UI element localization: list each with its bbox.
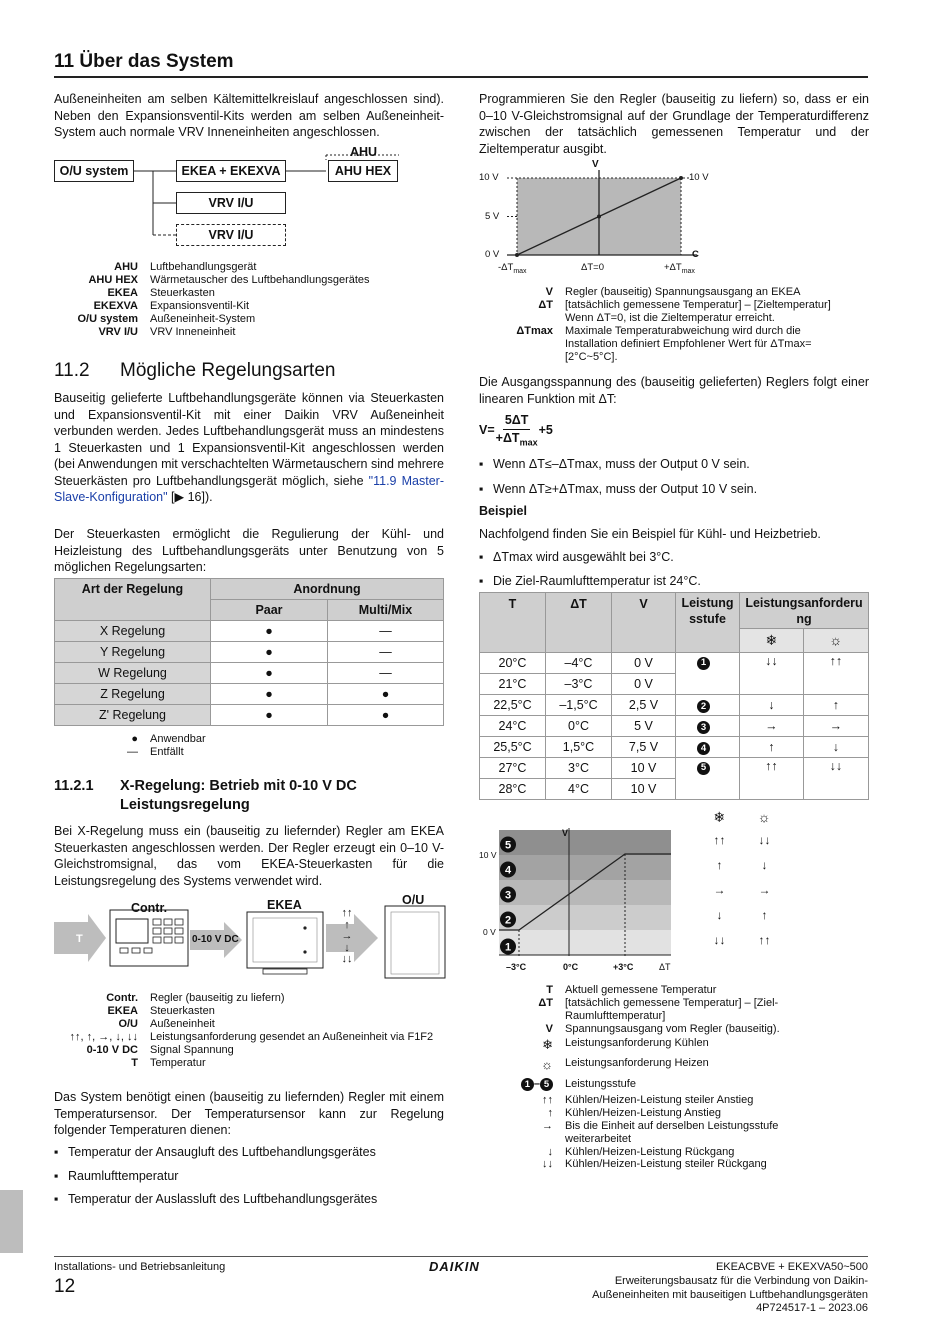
chart-y-tick-10: 10 V [479,172,499,183]
voltage-chart-svg [479,158,719,278]
sun-icon: ☼ [541,1057,553,1073]
vrv-iu-box: VRV I/U [176,192,286,214]
sensor-paragraph: Das System benötigt einen (bauseitig zu liefernden) Regler mit einem Temperatursensor. Der Temperatursensor kann zur Regelung folgender Temperaturen dienen: [54,1090,444,1137]
table-row: 21°C –3°C 0 V [480,674,869,695]
stage-x-tick-max: +3°C [613,962,634,972]
list-item: ▪ Wenn ΔT≥+ΔTmax, muss der Output 10 V sein. [479,481,758,496]
stage-chart-svg [479,806,689,976]
footer-doc-title: Installations- und Betriebsanleitung [54,1261,226,1273]
table-row: 22,5°C –1,5°C 2,5 V 2 ↓ ↑ [480,695,869,716]
section-11-2-1-paragraph: Bei X-Regelung muss ein (bauseitig zu liefernder) Regler am EKEA Steuerkasten angeschlossen werden. Der Regler erzeugt ein 0–10 V-Gleichstromsignal, das vom EKEA-Steuerkasten für die Leistungsregelung des Systems verwendet wird. [54,824,444,888]
list-item: ▪ Raumlufttemperatur [54,1168,179,1183]
stage-marker-label: 5 [504,839,512,852]
stage-step-badge: 4 [697,742,710,755]
ekea-label: EKEA [267,898,302,912]
voltage-chart [479,158,719,278]
ekea-ekexva-box: EKEA + EKEXVA [176,160,286,182]
signal-label: 0-10 V DC [192,934,239,945]
stage-step-badge: 2 [697,700,710,713]
stage-arrow-row: ↑↑ ↓↓ [713,833,771,847]
vrv-iu-box-dashed: VRV I/U [176,224,286,246]
table-row: 28°C 4°C 10 V [480,779,869,800]
list-item: ▪ Temperatur der Auslassluft des Luftbehandlungsgerätes [54,1192,378,1206]
system-legend: AHU Luftbehandlungsgerät AHU HEX Wärmetauscher des Luftbehandlungsgerätes EKEA Steuerkasten EKEXVA Expansionsventil-Kit O/U system Außeneinheit-System VRV I/U VRV Inneneinheit [77,261,370,338]
stage-step-badge: 1 [697,657,710,670]
section-11-2-paragraph: Bauseitig gelieferte Luftbehandlungsgeräte können via Steuerkasten und Expansionsventil-Kit mit einer Daikin VRV Außeneinheit verbunden werden. Jedes Luftbehandlungsgerät muss an mindestens 1 Steuerkasten und 1 Expansionsventil-Kit angeschlossen werden (bei Anwendungen mit verschachtelten Wärmetauschern sind mehrere Steuerkästen pro Luftbehandlungsgerät möglich, siehe "11.9 Master-Slave-Konfiguration" [▶ 16]). [54,391,444,504]
stage-band-3 [499,880,671,905]
snowflake-icon: ❄ [740,629,804,653]
table-row: 25,5°C 1,5°C 7,5 V 4 ↑ ↓ [480,737,869,758]
controller-diagram [54,892,448,980]
stage-legend: T Aktuell gemessene Temperatur ΔT [tatsächlich gemessene Temperatur] – [Ziel-Raumlufttemperatur] V Spannungsausgang vom Regler (bauseitig). ❄ Leistungsanforderung Kühlen ☼ Leistungsanforderung Heizen 1 – 5 Leistungsstufe ↑↑ Kühlen/Heizen-Leistung steiler Anstieg ↑ Kühlen/Heizen-Leistung Anstieg → Bis die Einheit auf derselben Leistungsstufe weiterarbeitet ↓ Kühlen/Heizen-Leistung Rückgang ↓↓ Kühlen/Heizen-Leistung steiler Rückgang [479,984,869,1171]
stage-step-badge: 5 [697,762,710,775]
list-item: ▪ Die Ziel-Raumlufttemperatur ist 24°C. [479,573,701,588]
system-diagram [54,144,444,256]
beispiel-heading: Beispiel [479,504,527,518]
controller-legend: Contr. Regler (bauseitig zu liefern) EKEA Steuerkasten O/U Außeneinheit ↑↑, ↑, →, ↓, ↓↓ Leistungsanforderung gesendet an Außeneinheit via F1F2 0-10 V DC Signal Spannung T Temperatur [69,992,434,1069]
table-row: Y Regelung ● — [55,642,444,663]
chart-point-0 [515,253,519,257]
stage-x-axis-label: ΔT [659,962,671,972]
output-bullet-list [479,456,869,497]
page-number: 12 [54,1276,76,1297]
beispiel-paragraph: Nachfolgend finden Sie ein Beispiel für Kühl- und Heizbetrieb. [479,527,821,541]
table-row: 27°C 3°C 10 V 5 ↑↑ ↓↓ [480,758,869,779]
stage-band-1 [499,930,671,955]
stage-marker-label: 2 [504,914,512,927]
stage-y-tick-10: 10 V [479,850,497,860]
stage-y-label: V [562,828,569,838]
table-row: X Regelung ● — [55,621,444,642]
table-row: Z' Regelung ● ● [55,705,444,726]
contr-label: Contr. [131,901,168,915]
stage-arrow-row: ↑ ↓ [716,858,768,872]
section-11-2-heading: 11.2 Mögliche Regelungsarten [54,360,336,381]
stage-header-icons [697,808,787,826]
table-legend: ● Anwendbar — Entfällt [127,733,206,758]
sun-icon: ☼ [757,809,771,825]
footer-rule [54,1256,868,1257]
steps-icon: 1 – 5 [479,1078,565,1091]
table-row: 20°C –4°C 0 V 1 ↓↓ ↑↑ [480,653,869,674]
t-label: T [76,933,83,945]
stage-arrows [697,833,787,958]
ou-system-box: O/U system [54,160,134,182]
table-row: 24°C 0°C 5 V 3 → → [480,716,869,737]
list-item: ▪ Wenn ΔT≤–ΔTmax, muss der Output 0 V sein. [479,457,750,471]
list-item: ▪ Temperatur der Ansaugluft des Luftbehandlungsgerätes [54,1145,376,1159]
ahu-label: AHU [350,145,378,159]
table-row: Z Regelung ● ● [55,684,444,705]
chart-x-tick-min: $-\Delta T_{max}$ [498,262,527,275]
intro-paragraph: Außeneinheiten am selben Kältemittelkreislauf angeschlossen sind). Neben den Expansionsventil-Kits werden am selben Außeneinheit-System auch normale VRV Inneneinheiten angeschlossen. [54,92,444,139]
section-11-2-1-heading: 11.2.1 X-Regelung: Betrieb mit 0-10 V DC Leistungsregelung [54,778,357,813]
stage-arrow-row: → → [713,883,771,897]
stage-x-tick-min: –3°C [506,962,527,972]
chart-point-2 [679,176,683,180]
program-paragraph: Programmieren Sie den Regler (bauseitig zu liefern) so, dass er ein 0–10 V-Gleichstromsignal auf der Grundlage der Temperaturdifferenz zwischen der tatsächlich gemessenen Temperatur und der Zieltemperatur ausgibt. [479,92,869,156]
chart-y-axis-label: V [592,159,599,170]
table-row: W Regelung ● — [55,663,444,684]
beispiel-bullet-list [479,549,869,589]
master-slave-link[interactable]: "11.9 Master-Slave-Konfiguration" [54,473,444,504]
example-table: T ΔT V Leistung sstufe Leistungsanforderu ng ❄ ☼ 20°C –4°C 0 V 1 ↓↓ ↑↑ 21°C –3°C 0 V 22,5°C –1,5°C 2,5 V 2 ↓ ↑ 24°C 0°C 5 V 3 → → 25,5°C 1,5°C 7,5 V 4 ↑ ↓ 27°C 3°C 10 V 5 ↑↑ ↓↓ 28°C 4°C 10 V [479,592,869,800]
stage-arrow-row: ↓↓ ↑↑ [713,933,771,947]
chapter-rule [54,76,868,78]
snowflake-icon: ❄ [542,1036,553,1052]
stage-y-tick-0: 0 V [483,927,496,937]
ahu-hex-box: AHU HEX [328,160,398,182]
stage-band-5 [499,830,671,855]
controller-diagram-graphics [54,892,448,980]
ou-label: O/U [402,893,425,907]
sensor-bullet-list [54,1144,444,1208]
stage-marker-label: 1 [504,941,512,954]
stage-arrow-row: ↓ ↑ [716,908,768,922]
chart-x-tick-max: $+\Delta T_{max}$ [664,262,695,275]
linear-function-paragraph: Die Ausgangsspannung des (bauseitig gelieferten) Reglers folgt einer linearen Funktion mit ΔT: [479,375,869,406]
formula: V= 5ΔT $+\Delta T_{max}$ +5 [479,413,553,447]
chart-x-axis-label: C [692,249,699,260]
snowflake-icon: ❄ [713,809,726,825]
daikin-logo: DAIKIN [429,1259,480,1274]
list-item: ▪ ΔTmax wird ausgewählt bei 3°C. [479,550,674,564]
demand-arrows: ↑↑ ↑ → ↓ ↓↓ [341,907,353,966]
stage-step-badge: 3 [697,721,710,734]
control-types-table: Art der Regelung Anordnung Paar Multi/Mix X Regelung ● — Y Regelung ● — W Regelung ● — Z Regelung ● ● Z' Regelung ● ● [54,578,444,726]
chart-right-label: 10 V [689,172,709,183]
chart-y-tick-5: 5 V [485,211,500,222]
section-11-2-paragraph-2: Der Steuerkasten ermöglicht die Regulierung der Kühl- und Heizleistung des Luftbehandlungsgeräts unter Benutzung von 5 möglichen Regelungsarten: [54,527,444,574]
chart-y-tick-0: 0 V [485,249,500,260]
chart-legend: V Regler (bauseitig) Spannungsausgang an EKEA ΔT [tatsächlich gemessene Temperatur] – [Zieltemperatur] Wenn ΔT=0, ist die Zieltemperatur erreicht. ΔTmax Maximale Temperaturabweichung wird durch die Installation definiert Empfohlener Wert für ΔTmax=[2°C~5°C]. [516,286,831,363]
footer-product-info: EKEACBVE + EKEXVA50~500 Erweiterungsbausatz für die Verbindung von Daikin- Außeneinheiten mit bauseitigen Luftbehandlungsgeräten 4P724517-1 – 2023.06 [592,1261,868,1315]
chapter-title: 11 Über das System [54,51,234,72]
stage-chart [479,806,869,976]
stage-x-tick-zero: 0°C [563,962,579,972]
chart-x-tick-zero: ΔT=0 [581,262,604,273]
stage-marker-label: 4 [504,864,512,877]
sun-icon: ☼ [803,629,868,653]
stage-band-4 [499,855,671,880]
chart-point-1 [597,215,601,219]
page-edge-tab [0,1190,23,1253]
stage-marker-label: 3 [504,889,512,902]
